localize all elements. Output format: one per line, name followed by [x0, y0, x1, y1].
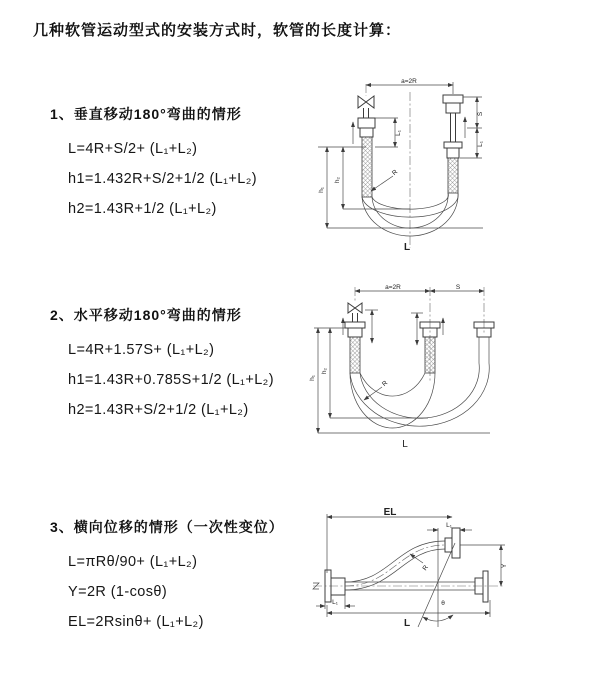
dim-label-r: R: [380, 379, 390, 389]
section-1-formulas: [68, 134, 257, 224]
dim-label-l1-bottom: L₁: [332, 599, 338, 606]
dim-label-theta: θ: [441, 600, 445, 607]
diagram-lateral-displacement: [305, 505, 510, 655]
fixed-pipe: [358, 108, 375, 197]
dim-label-l: L: [402, 439, 408, 450]
dim-label-h2: h₂: [321, 367, 328, 375]
angle-construction: [410, 528, 455, 627]
centerlines: [355, 287, 484, 381]
dim-label-h1: h₁: [318, 187, 325, 193]
straight-hose-position: [345, 571, 488, 602]
formula-line: h1=1.432R+S/2+1/2 (L₁+L₂): [68, 171, 258, 187]
formula-line: L=4R+1.57S+ (L₁+L₂): [68, 342, 215, 358]
formula-line: EL=2Rsinθ+ (L₁+L₂): [68, 614, 204, 630]
dim-label-l1-left: L₁: [395, 130, 402, 136]
dimension-lines: [316, 507, 508, 629]
dim-label-a2r: a=2R: [385, 284, 401, 291]
section-1: [50, 104, 257, 224]
valve-icon: [358, 84, 374, 108]
dim-label-el: EL: [383, 507, 397, 518]
dim-label-l1-top: L₁: [446, 522, 452, 529]
formula-line: L=4R+S/2+ (L₁+L₂): [68, 141, 198, 157]
page-title: 几种软管运动型式的安装方式时，软管的长度计算：: [33, 22, 402, 39]
section-3: [50, 517, 284, 637]
hose-u-bend: [362, 193, 458, 236]
formula-line: h2=1.43R+S/2+1/2 (L₁+L₂): [68, 402, 249, 418]
dim-label-s: S: [477, 111, 484, 117]
formula-line: Y=2R (1-cosθ): [68, 584, 168, 600]
moving-pipe-position-2: [474, 322, 494, 363]
dim-label-l: L: [403, 618, 411, 629]
section-3-formulas: [68, 547, 284, 637]
formula-line: L=πRθ/90+ (L₁+L₂): [68, 554, 198, 570]
valve-icon: [348, 303, 362, 313]
dim-label-l: L: [403, 242, 411, 253]
section-2-heading: 2、水平移动180°弯曲的情形: [50, 307, 242, 323]
fixed-pipe: [345, 313, 365, 373]
diagram-horizontal-180-bend: [310, 283, 505, 453]
section-1-heading: 1、垂直移动180°弯曲的情形: [50, 106, 242, 122]
dim-label-s: S: [455, 284, 461, 291]
section-2-formulas: [68, 335, 274, 425]
centerline: [313, 583, 505, 589]
section-2: [50, 305, 274, 425]
dimension-lines: [309, 284, 490, 450]
formula-line: h2=1.43R+1/2 (L₁+L₂): [68, 201, 217, 217]
dim-label-l1-right: L₁: [477, 141, 484, 147]
moving-pipe: [443, 95, 463, 193]
section-3-heading: 3、横向位移的情形（一次性变位）: [50, 519, 284, 535]
dim-label-r: R: [390, 168, 400, 178]
dim-label-a2r: a=2R: [401, 78, 417, 85]
dim-label-y: Y: [501, 563, 508, 569]
dim-label-h2: h₂: [334, 176, 341, 184]
dim-label-h1: h₁: [309, 375, 316, 381]
moving-pipe-position-1: [420, 322, 440, 373]
dim-label-r: R: [421, 564, 430, 573]
dimension-lines: [318, 78, 484, 253]
formula-line: h1=1.43R+0.785S+1/2 (L₁+L₂): [68, 372, 274, 388]
curved-hose-position: [345, 528, 460, 590]
diagram-vertical-180-bend: [310, 70, 510, 260]
